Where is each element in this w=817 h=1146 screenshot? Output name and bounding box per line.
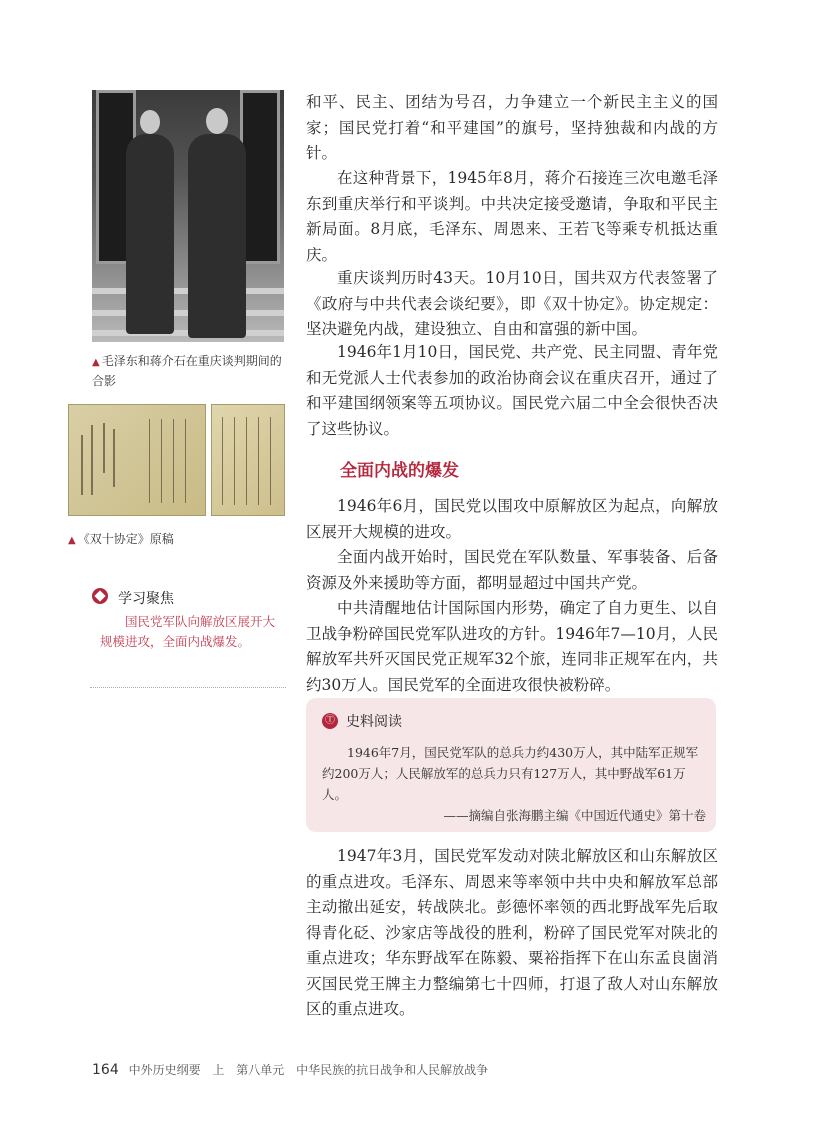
handwriting-stroke (161, 419, 162, 503)
handwriting-stroke (149, 419, 150, 503)
reading-book-icon: Ⓣ (322, 713, 338, 729)
study-focus-text: 国民党军队向解放区展开大规模进攻，全面内战爆发。 (100, 614, 276, 649)
photo-figure-right (188, 134, 246, 338)
paragraph-8: 1947年3月，国民党军发动对陕北解放区和山东解放区的重点进攻。毛泽东、周恩来等率领中共中央和解放军总部主动撤出延安，转战陕北。彭德怀率领的西北野战军先后取得青化砭、沙家店等战役的胜利，粉碎了国民党军对陕北的重点进攻；华东野战军在陈毅、粟裕指挥下在山东孟良崮消灭国民党王牌主力整编第七十四师，打退了敌人对山东解放区的重点进攻。 (306, 847, 718, 1018)
triangle-marker-icon: ▲ (68, 535, 76, 546)
study-focus-title: 学习聚焦 (118, 591, 174, 607)
paragraph-2: 在这种背景下，1945年8月，蒋介石接连三次电邀毛泽东到重庆举行和平谈判。中共决定接受邀请，争取和平民主新局面。8月底，毛泽东、周恩来、王若飞等乘专机抵达重庆。 (306, 169, 718, 264)
focus-diamond-icon (92, 588, 108, 604)
paragraph-7: 中共清醒地估计国际国内形势，确定了自力更生、以自卫战争粉碎国民党军队进攻的方针。1946年7—10月，人民解放军共歼灭国民党正规军32个旅，连同非正规军在内，共约30万人。国民党军的全面进攻很快被粉碎。 (306, 599, 718, 694)
treaty-document-page-right (211, 404, 285, 516)
handwriting-stroke (91, 425, 93, 495)
handwriting-stroke (185, 419, 186, 503)
handwriting-stroke (246, 417, 247, 505)
historical-photo-mao-chiang (92, 90, 284, 342)
photo-caption-text: 毛泽东和蒋介石在重庆谈判期间的合影 (92, 354, 282, 388)
section-title: 全面内战的爆发 (340, 461, 459, 481)
handwriting-stroke (173, 419, 174, 503)
triangle-marker-icon: ▲ (92, 357, 100, 368)
document-caption-text: 《双十协定》原稿 (77, 532, 174, 546)
unit-label: 第八单元 (236, 1063, 285, 1077)
document-caption (68, 530, 288, 550)
unit-title: 中华民族的抗日战争和人民解放战争 (296, 1063, 489, 1077)
handwriting-stroke (222, 417, 223, 505)
historical-reading-source: ——摘编自张海鹏主编《中国近代通史》第十卷 (443, 808, 706, 823)
handwriting-stroke (258, 417, 259, 505)
historical-reading-text: 1946年7月，国民党军队的总兵力约430万人，其中陆军正规军约200万人；人民解放军的总兵力只有127万人，其中野战军61万人。 (322, 745, 699, 802)
handwriting-stroke (234, 417, 235, 505)
photo-figure-left (126, 134, 174, 334)
paragraph-4: 1946年1月10日，国民党、共产党、民主同盟、青年党和无党派人士代表参加的政治协商会议在重庆召开，通过了和平建国纲领案等五项协议。国民党六届二中全会很快否决了这些协议。 (306, 343, 718, 438)
book-title: 中外历史纲要 (128, 1063, 201, 1077)
page-number: 164 (92, 1062, 119, 1078)
handwriting-stroke (270, 417, 271, 505)
paragraph-1: 和平、民主、团结为号召，力争建立一个新民主主义的国家；国民党打着“和平建国”的旗号，坚持独裁和内战的方针。 (306, 93, 718, 162)
photo-figure-head (206, 108, 228, 134)
photo-figure-head (140, 110, 160, 134)
photo-caption (92, 352, 288, 390)
paragraph-5: 1946年6月，国民党以围攻中原解放区为起点，向解放区展开大规模的进攻。 (306, 497, 718, 541)
volume-label: 上 (212, 1063, 225, 1077)
paragraph-3: 重庆谈判历时43天。10月10日，国共双方代表签署了《政府与中共代表会谈纪要》，即《双十协定》。协定规定：坚决避免内战，建设独立、自由和富强的新中国。 (306, 269, 718, 338)
photo-door-right (240, 90, 280, 264)
paragraph-6: 全面内战开始时，国民党在军队数量、军事装备、后备资源及外来援助等方面，都明显超过中国共产党。 (306, 548, 718, 592)
historical-reading-title: 史料阅读 (346, 714, 402, 730)
handwriting-stroke (103, 423, 105, 473)
handwriting-stroke (113, 429, 115, 487)
treaty-document-page-left (68, 404, 206, 516)
handwriting-stroke (81, 435, 83, 495)
page-footer (92, 1061, 496, 1078)
